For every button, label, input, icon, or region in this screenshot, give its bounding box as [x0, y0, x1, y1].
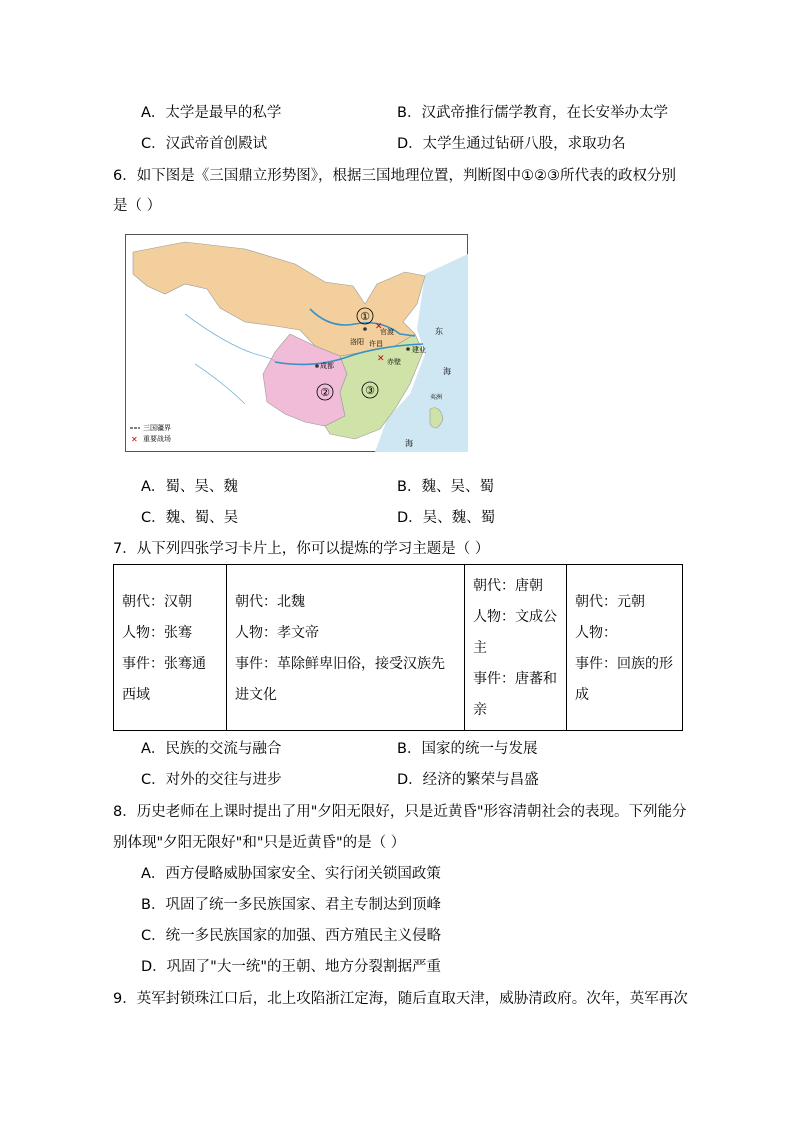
city-chengdu: 成都 [320, 362, 334, 370]
card-person: 人物：孝文帝 [235, 625, 319, 641]
card-tang [465, 565, 567, 731]
card-person: 人物：张骞 [122, 625, 192, 641]
legend-border-label: 三国疆界 [143, 424, 171, 432]
q7-stem: 7．从下列四张学习卡片上，你可以提炼的学习主题是（ ） [113, 541, 490, 557]
marker-1-label: ① [360, 310, 370, 323]
city-guandu: 官渡 [380, 328, 394, 336]
q8-stem-line2: 别体现"夕阳无限好"和"只是近黄昏"的是（ ） [113, 835, 406, 851]
card-event: 事件：唐蕃和亲 [473, 671, 557, 718]
sea-label-east: 东 [435, 327, 443, 336]
battle-guandu-icon: ✕ [375, 322, 383, 332]
city-dot-chengdu [315, 364, 319, 368]
q5-option-c: C．汉武帝首创殿试 [141, 136, 268, 152]
sea-label-hai: 海 [443, 367, 451, 376]
card-yuan [567, 565, 683, 731]
card-dynasty: 朝代：汉朝 [122, 594, 192, 610]
battle-chibi-icon: ✕ [377, 354, 385, 364]
three-kingdoms-map [125, 234, 468, 452]
q6-option-d: D．吴、魏、蜀 [397, 510, 496, 526]
card-person: 人物：文成公主 [473, 609, 557, 656]
q6-stem-line2: 是（ ） [113, 198, 162, 214]
q5-option-d: D．太学生通过钻研八股，求取功名 [397, 136, 626, 152]
card-beiwei [227, 565, 465, 731]
q7-option-d: D．经济的繁荣与昌盛 [397, 772, 539, 788]
q5-option-b: B．汉武帝推行儒学教育，在长安举办太学 [397, 105, 668, 121]
q6-option-c: C．魏、蜀、吴 [141, 510, 239, 526]
card-dynasty: 朝代：唐朝 [473, 578, 543, 594]
island-label: 夷洲 [430, 394, 443, 401]
legend-battle-icon: ✕ [131, 435, 138, 444]
q8-option-b: B．巩固了统一多民族国家、君主专制达到顶峰 [141, 897, 441, 913]
city-xuchang: 许昌 [369, 340, 383, 348]
q9-stem-line1: 9．英军封锁珠江口后，北上攻陷浙江定海，随后直取天津，威胁清政府。次年，英军再次 [113, 991, 688, 1007]
card-han [114, 565, 227, 731]
marker-2-label: ② [320, 386, 330, 399]
study-cards-table [113, 564, 683, 731]
q6-option-a: A．蜀、吴、魏 [141, 479, 238, 495]
q7-option-c: C．对外的交往与进步 [141, 772, 282, 788]
q8-option-a: A．西方侵略威胁国家安全、实行闭关锁国政策 [141, 866, 441, 882]
city-jianye: 建业 [412, 346, 426, 354]
card-dynasty: 朝代：元朝 [575, 594, 645, 610]
city-dot-luoyang [363, 327, 367, 331]
card-person: 人物： [575, 625, 617, 641]
sea-label-south: 海 [405, 439, 413, 448]
legend-battle-label: 重要战场 [143, 435, 171, 443]
q5-option-a: A．太学是最早的私学 [141, 105, 282, 121]
q6-option-b: B．魏、吴、蜀 [397, 479, 494, 495]
q7-option-b: B．国家的统一与发展 [397, 741, 538, 757]
q8-option-d: D．巩固了"大一统"的王朝、地方分裂割据严重 [141, 959, 442, 975]
marker-3-label: ③ [365, 384, 375, 397]
card-event: 事件：回族的形成 [575, 656, 673, 703]
site-chibi: 赤壁 [387, 358, 401, 366]
card-event: 事件：张骞通西域 [122, 656, 206, 703]
q7-option-a: A．民族的交流与融合 [141, 741, 282, 757]
city-dot-jianye [406, 347, 410, 351]
q6-stem-line1: 6．如下图是《三国鼎立形势图》，根据三国地理位置，判断图中①②③所代表的政权分别 [113, 168, 676, 184]
city-luoyang: 洛阳 [350, 338, 364, 346]
q8-stem-line1: 8．历史老师在上课时提出了用"夕阳无限好，只是近黄昏"形容清朝社会的表现。下列能分 [113, 804, 687, 820]
q8-option-c: C．统一多民族国家的加强、西方殖民主义侵略 [141, 928, 442, 944]
card-event: 事件：革除鲜卑旧俗，接受汉族先进文化 [235, 656, 445, 703]
card-dynasty: 朝代：北魏 [235, 594, 305, 610]
